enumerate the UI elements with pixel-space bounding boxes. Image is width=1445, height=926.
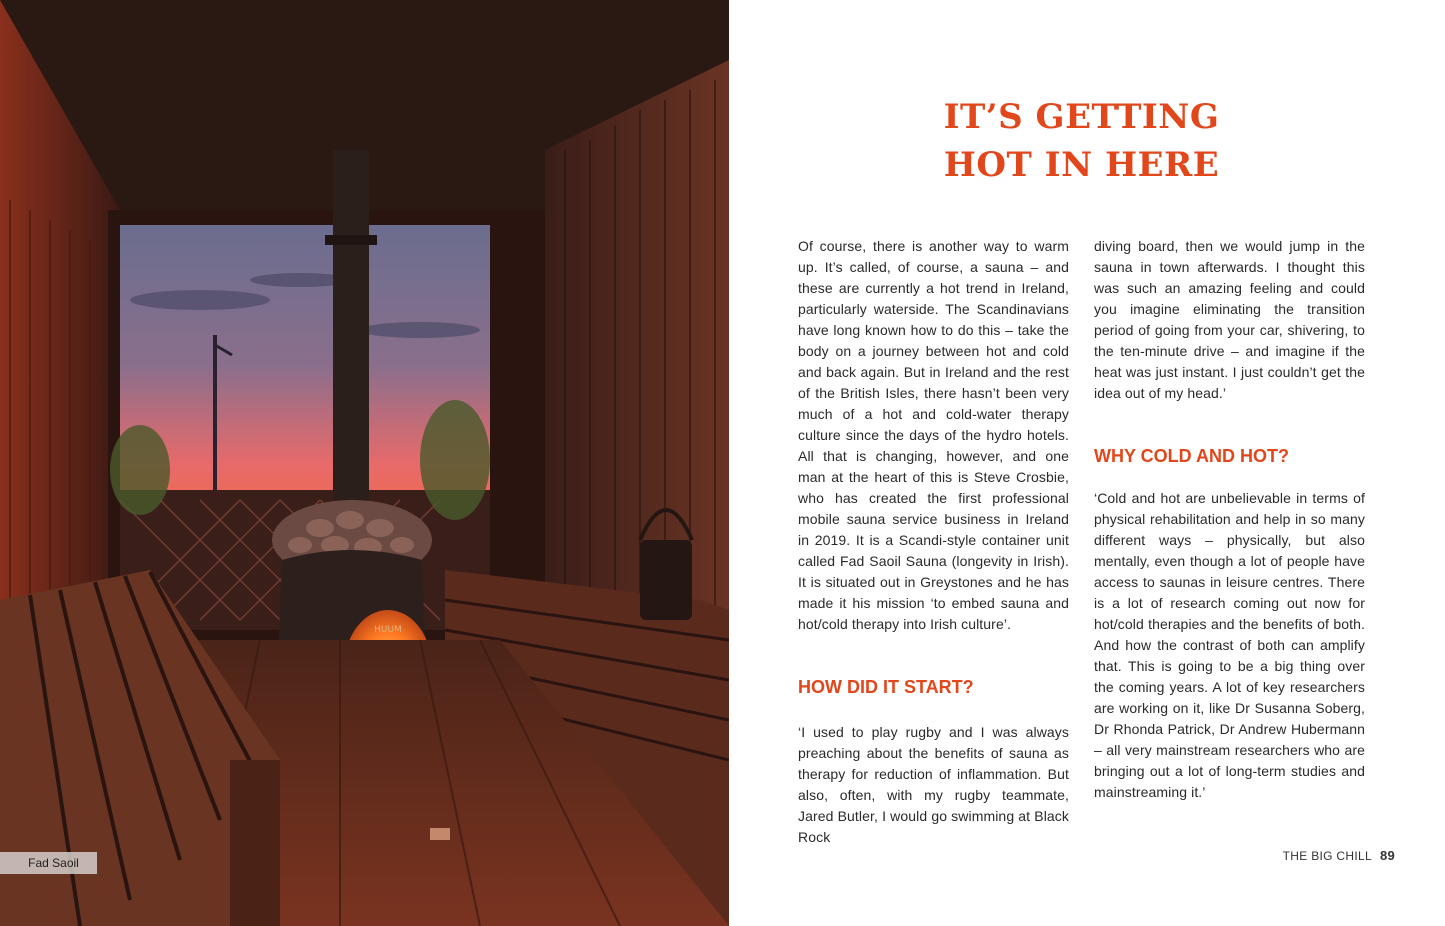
heading-why-cold-and-hot: WHY COLD AND HOT?: [1094, 446, 1289, 466]
page-number: 89: [1379, 848, 1395, 863]
title-line-1: IT’S GETTING: [943, 97, 1220, 137]
page-footer: [1283, 848, 1395, 863]
right-column: [1094, 236, 1365, 803]
intro-paragraph: Of course, there is another way to warm up. It’s called, of course, a sauna – and these are currently a hot trend in Ireland, particularly waterside. The Scandinavians have long known how to do this – take the body on a journey between hot and cold and back again. But in Ireland and the rest of the British Isles, there hasn’t been very much of a hot and cold-water therapy culture since the days of the hydro hotels. All that is changing, however, and one man at the heart of this is Steve Crosbie, who has created the first professional mobile sauna service business in Ireland in 2019. It is a Scandi-style container unit called Fad Saoil Sauna (longevity in Irish). It is situated out in Greystones and he has made it his mission ‘to embed sauna and hot/cold therapy into Irish culture’.: [798, 238, 1069, 632]
heading-how-did-it-start: HOW DID IT START?: [798, 677, 974, 697]
left-column: [798, 236, 1069, 848]
stove-logo: HUUM: [374, 625, 402, 635]
quote-paragraph-start: ‘I used to play rugby and I was always preaching about the benefits of sauna as therapy for reduction of inflammation. But also, often, with my rugby teammate, Jared Butler, I would go swimming at Black Rock: [798, 724, 1069, 845]
article-page: [729, 0, 1445, 926]
footer-section: THE BIG CHILL: [1282, 849, 1372, 863]
article-title: [729, 93, 1434, 189]
quote-paragraph-continued: diving board, then we would jump in the sauna in town afterwards. I thought this was such an amazing feeling and could you imagine eliminating the transition period of going from your car, shivering, to the ten-minute drive – and imagine if the heat was just instant. I just couldn’t get the idea out of my head.’: [1094, 238, 1365, 401]
title-line-2: HOT IN HERE: [943, 145, 1220, 185]
cold-hot-paragraph: ‘Cold and hot are unbelievable in terms of physical rehabilitation and help in so many different ways – physically, but also mentally, even though a lot of people have access to saunas in leisure centres. There is a lot of research coming out now for hot/cold therapies and the benefits of both. And how the contrast of both can amplify that. This is going to be a big thing over the coming years. A lot of key researchers are working on it, like Dr Susanna Soberg, Dr Rhonda Patrick, Dr Andrew Hubermann – all very mainstream researchers who are bringing out a lot of long-term studies and mainstreaming it.’: [1094, 490, 1365, 800]
photo-caption: Fad Saoil: [0, 852, 97, 874]
